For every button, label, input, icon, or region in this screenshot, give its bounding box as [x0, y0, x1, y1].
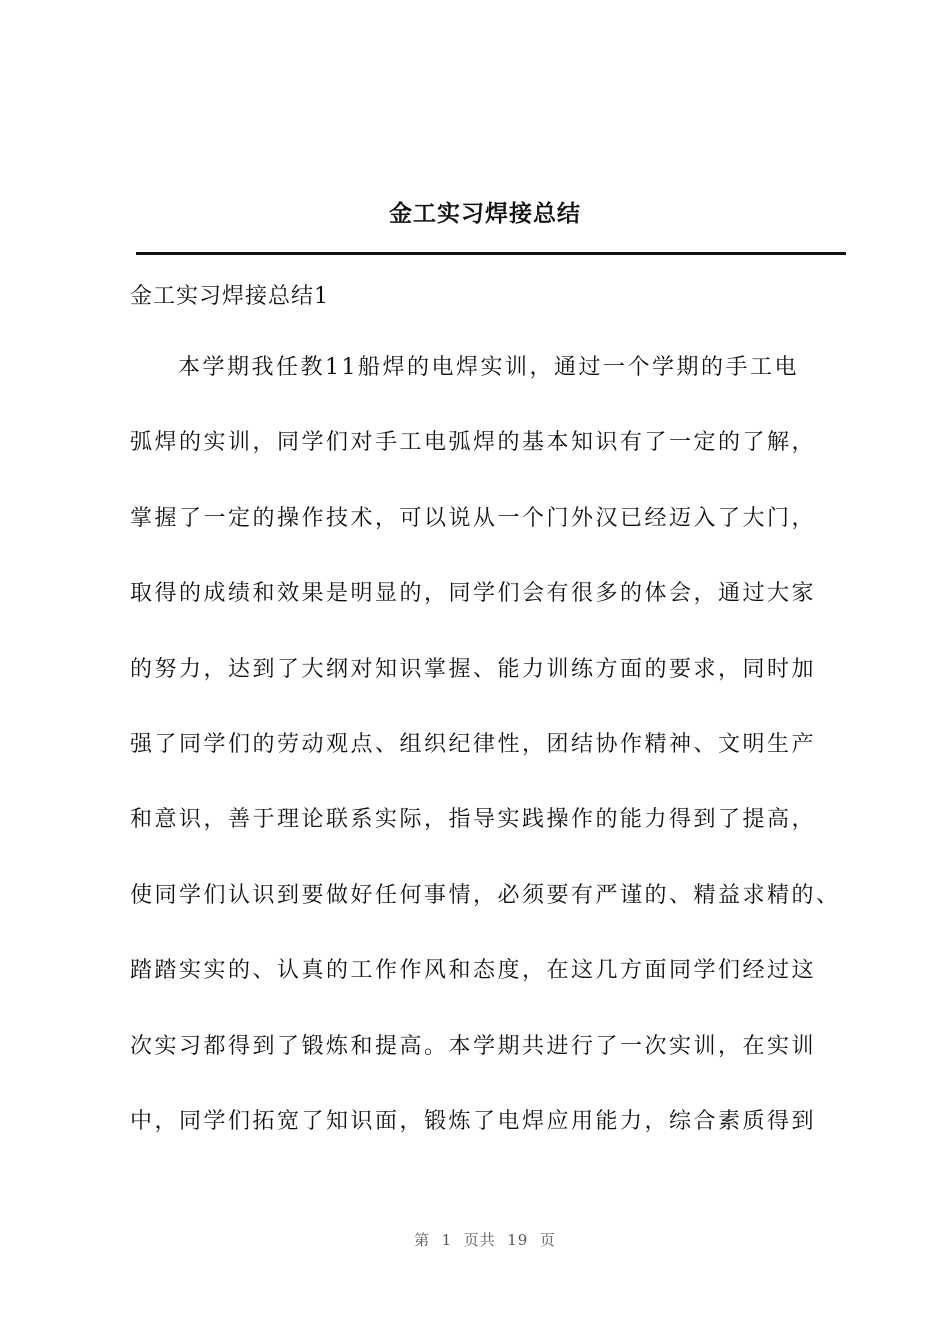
- paragraph-line: 的努力，达到了大纲对知识掌握、能力训练方面的要求，同时加: [130, 656, 817, 682]
- paragraph-line: 次实习都得到了锻炼和提高。本学期共进行了一次实训，在实训: [130, 1033, 817, 1059]
- paragraph-line: 本学期我任教11船焊的电焊实训，通过一个学期的手工电: [178, 355, 799, 380]
- paragraph-line: 强了同学们的劳动观点、组织纪律性，团结协作精神、文明生产: [130, 731, 817, 757]
- page-title: 金工实习焊接总结: [389, 200, 581, 227]
- paragraph-line: 和意识，善于理论联系实际，指导实践操作的能力得到了提高，: [130, 807, 817, 833]
- page-number-footer: 第 1 页共 19 页: [414, 1231, 556, 1249]
- section-heading: 金工实习焊接总结1: [130, 284, 329, 309]
- paragraph-line: 取得的成绩和效果是明显的，同学们会有很多的体会，通过大家: [130, 581, 817, 607]
- paragraph-line: 使同学们认识到要做好任何事情，必须要有严谨的、精益求精的、: [130, 882, 841, 908]
- paragraph-line: 弧焊的实训，同学们对手工电弧焊的基本知识有了一定的了解，: [130, 430, 817, 456]
- body-text: [130, 350, 860, 1179]
- paragraph-line: 踏踏实实的、认真的工作作风和态度，在这几方面同学们经过这: [130, 958, 817, 984]
- paragraph-line: 中，同学们拓宽了知识面，锻炼了电焊应用能力，综合素质得到: [130, 1108, 817, 1134]
- title-divider: [136, 252, 846, 255]
- paragraph-line: 掌握了一定的操作技术，可以说从一个门外汉已经迈入了大门，: [130, 505, 817, 531]
